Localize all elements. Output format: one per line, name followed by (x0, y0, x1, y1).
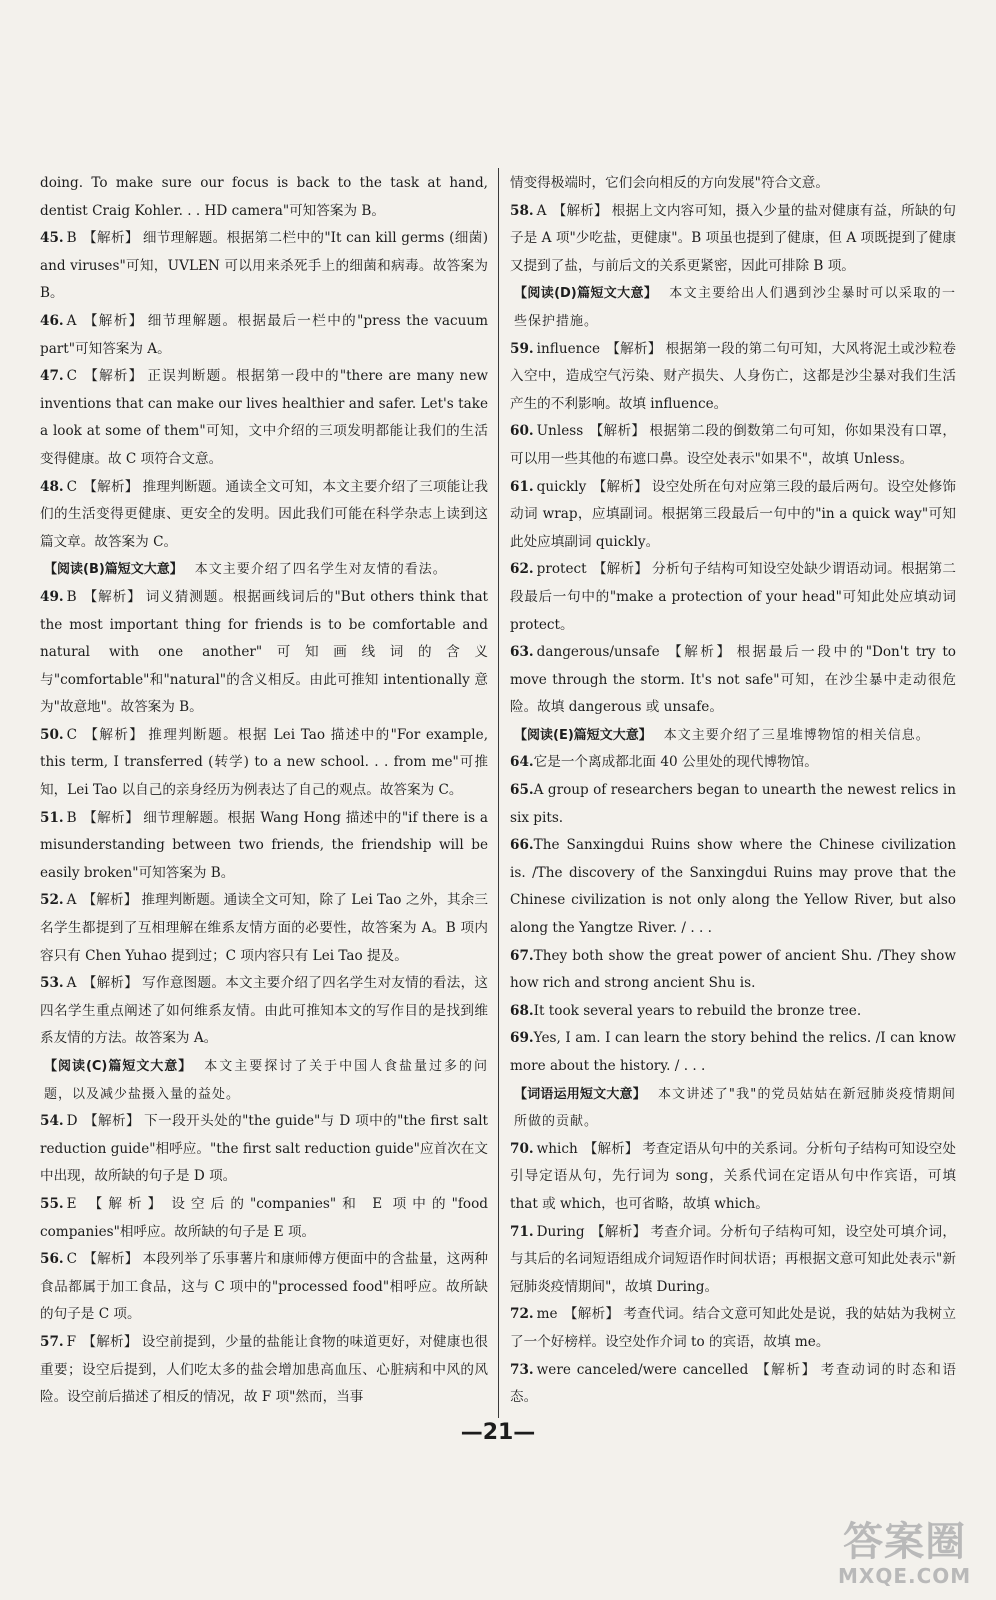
analysis-tag: 【解析】 (82, 809, 140, 826)
answer-value: A (66, 975, 77, 992)
answer-item (40, 584, 488, 722)
question-number: 73. (510, 1361, 534, 1378)
answer-item (40, 887, 488, 970)
answer-value: influence (536, 340, 601, 357)
question-number: 49. (40, 588, 64, 605)
answer-item (510, 336, 956, 419)
continued-text: 情变得极端时，它们会向相反的方向发展"符合文意。 (510, 175, 829, 191)
answer-item (40, 1108, 488, 1191)
section-title: 【阅读(D)篇短文大意】 (514, 286, 658, 302)
question-number: 71. (510, 1223, 534, 1240)
answer-value: A (66, 312, 77, 329)
analysis-text: 细节理解题。根据 Wang Hong 描述中的"if there is a misunderstanding between two friends, the friendship will be easily broken"可知答案为 B。 (40, 809, 488, 881)
analysis-text: 细节理解题。根据第二栏中的"It can kill germs (细菌) and viruses"可知，UVLEN 可以用来杀死手上的细菌和病毒。故答案为 B。 (40, 230, 488, 302)
answer-value: dangerous/unsafe (536, 644, 660, 661)
answer-item (510, 556, 956, 639)
analysis-tag: 【解析】 (82, 1333, 138, 1350)
analysis-tag: 【解析】 (82, 312, 144, 329)
analysis-text: 推理判断题。根据 Lei Tao 描述中的"For example, this term, I transferred (转学) to a new school. . . from me"可推知，Lei Tao 以自己的亲身经历为例表达了自己的观点。故答案为 C。 (40, 726, 489, 799)
answer-value: which (536, 1140, 578, 1157)
analysis-tag: 【解析】 (589, 423, 646, 440)
answer-item (510, 777, 956, 832)
question-number: 63. (510, 644, 534, 661)
analysis-text: 它是一个离成都北面 40 公里处的现代博物馆。 (533, 754, 818, 771)
question-number: 59. (510, 340, 534, 357)
analysis-tag: 【解析】 (83, 1251, 139, 1268)
analysis-tag: 【解析】 (592, 561, 649, 578)
answer-item (40, 805, 488, 888)
section-description: 本文主要给出人们遇到沙尘暴时可以采取的一些保护措施。 (514, 286, 956, 329)
analysis-text: 细节理解题。根据最后一栏中的"press the vacuum part"可知答案为 A。 (40, 312, 488, 357)
analysis-tag: 【解析】 (83, 1113, 141, 1130)
analysis-text: Yes, I am. I can learn the story behind the relics. /I can know more about the history. / . . . (510, 1030, 956, 1074)
answer-item (40, 225, 488, 308)
analysis-text: 考查介词。分析句子结构可知，设空处可填介词，与其后的名词短语组成介词短语作时间状语；再根据文意可知此处表示"新冠肺炎疫情期间"，故填 During。 (510, 1223, 957, 1295)
answer-item (510, 474, 956, 557)
analysis-tag: 【解析】 (83, 368, 144, 385)
section-title: 【阅读(B)篇短文大意】 (44, 562, 183, 578)
answer-item (510, 1136, 956, 1219)
answer-value: C (66, 368, 78, 385)
analysis-text: It took several years to rebuild the bronze tree. (533, 1002, 862, 1019)
section-description: 本文主要探讨了关于中国人食盐量过多的问题，以及减少盐摄入量的益处。 (44, 1059, 488, 1102)
left-column (40, 170, 488, 1412)
answer-value: protect (536, 561, 587, 578)
question-number: 48. (40, 478, 64, 495)
question-number: 55. (40, 1195, 64, 1212)
section-description: 本文讲述了"我"的党员姑姑在新冠肺炎疫情期间所做的贡献。 (514, 1086, 956, 1130)
question-number: 69. (510, 1030, 534, 1047)
analysis-text: They both show the great power of ancient Shu. /They show how rich and strong ancient Shu is. (510, 947, 956, 992)
section-summary (510, 280, 956, 335)
question-number: 46. (40, 312, 64, 329)
section-title: 【词语运用短文大意】 (514, 1086, 646, 1102)
answer-item (510, 198, 956, 281)
answer-item (40, 970, 488, 1053)
question-number: 53. (40, 975, 64, 992)
answer-item (510, 832, 956, 942)
answer-item (40, 1191, 488, 1246)
analysis-text: 考查定语从句中的关系词。分析句子结构可知设空处引导定语从句，先行词为 song，关系代词在定语从句中作宾语，可填 that 或 which，也可省略，故填 which。 (510, 1140, 957, 1212)
question-number: 56. (40, 1251, 64, 1268)
question-number: 47. (40, 368, 64, 385)
question-number: 67. (510, 947, 534, 964)
analysis-text: 根据第一段的第二句可知，大风将泥土或沙粒卷入空中，造成空气污染、财产损失、人身伤亡，这都是沙尘暴对我们生活产生的不利影响。故填 influence。 (510, 340, 957, 412)
analysis-tag: 【解析】 (563, 1306, 620, 1323)
section-summary (510, 722, 956, 750)
answer-item (510, 998, 956, 1026)
answer-item (40, 363, 488, 473)
question-number: 50. (40, 726, 64, 743)
answer-value: C (66, 1251, 78, 1268)
section-title: 【阅读(E)篇短文大意】 (514, 727, 652, 743)
analysis-tag: 【解析】 (82, 588, 142, 605)
section-description: 本文主要介绍了四名学生对友情的看法。 (194, 562, 447, 578)
answer-value: A (66, 892, 77, 909)
analysis-text: 考查动词的时态和语态。 (510, 1361, 957, 1406)
analysis-tag: 【解析】 (82, 230, 139, 247)
section-summary (510, 1081, 956, 1136)
analysis-tag: 【解析】 (754, 1361, 817, 1378)
answer-value: D (66, 1113, 78, 1130)
question-number: 52. (40, 892, 64, 909)
right-column (510, 170, 956, 1412)
answer-value: were canceled/were cancelled (536, 1361, 749, 1378)
answer-value: A (536, 202, 547, 219)
continued-text: doing. To make sure our focus is back to the task at hand, dentist Craig Kohler. . . HD camera"可知答案为 B。 (40, 175, 488, 219)
analysis-text: 本段列举了乐事薯片和康师傅方便面中的含盐量，这两种食品都属于加工食品，这与 C 项中的"processed food"相呼应。故所缺的句子是 C 项。 (40, 1251, 489, 1323)
answer-value: C (66, 478, 78, 495)
analysis-text: 设空前提到，少量的盐能让食物的味道更好，对健康也很重要；设空后提到，人们吃太多的盐会增加患高血压、心脏病和中风的风险。设空前后描述了相反的情况，故 F 项"然而，当事 (40, 1333, 489, 1406)
analysis-text: The Sanxingdui Ruins show where the Chinese civilization is. /The discovery of the Sanxingdui Ruins may prove that the Chinese civilization is not only along the Yellow River, but also along the Yangtze River. / . . . (510, 837, 956, 937)
answer-item (40, 1246, 488, 1329)
analysis-text: 推理判断题。通读全文可知，本文主要介绍了三项能让我们的生活变得更健康、更安全的发明。因此我们可能在科学杂志上读到这篇文章。故答案为 C。 (40, 478, 489, 550)
page-number: —21— (460, 1420, 536, 1445)
question-number: 54. (40, 1113, 64, 1130)
answer-item (40, 308, 488, 363)
question-number: 70. (510, 1140, 534, 1157)
answer-item (510, 418, 956, 473)
answer-item (40, 722, 488, 805)
analysis-tag: 【解析】 (82, 975, 139, 992)
section-summary (40, 1053, 488, 1108)
answer-item (510, 1025, 956, 1080)
question-number: 72. (510, 1306, 534, 1323)
question-number: 58. (510, 202, 534, 219)
watermark-logo (838, 1520, 971, 1588)
section-description: 本文主要介绍了三星堆博物馆的相关信息。 (663, 727, 930, 743)
answer-item (510, 749, 956, 777)
analysis-tag: 【解析】 (590, 1223, 647, 1240)
question-number: 68. (510, 1002, 534, 1019)
answer-value: During (536, 1223, 585, 1240)
column-divider (498, 168, 499, 1418)
analysis-tag: 【解析】 (82, 1195, 168, 1212)
answer-item (40, 474, 488, 557)
analysis-tag: 【解析】 (83, 726, 145, 743)
question-number: 62. (510, 561, 534, 578)
question-number: 66. (510, 837, 534, 854)
answer-value: F (66, 1333, 77, 1350)
analysis-text: 推理判断题。通读全文可知，除了 Lei Tao 之外，其余三名学生都提到了互相理解在维系友情方面的必要性，故答案为 A。B 项内容只有 Chen Yuhao 提到过；C 项内容只有 Lei Tao 提及。 (40, 892, 489, 964)
analysis-text: A group of researchers began to unearth the newest relics in six pits. (510, 782, 956, 826)
question-number: 45. (40, 230, 64, 247)
question-number: 57. (40, 1333, 64, 1350)
answer-item (510, 639, 956, 722)
question-number: 61. (510, 478, 534, 495)
analysis-text: 正误判断题。根据第一段中的"there are many new inventions that can make our lives healthier and safer. Let's take a look at some of them"可知，文中介绍的三项发明都能让我们的生活变得健康。故 C 项符合文意。 (40, 368, 488, 467)
analysis-tag: 【解析】 (83, 478, 139, 495)
question-number: 65. (510, 782, 534, 799)
analysis-tag: 【解析】 (606, 340, 662, 357)
answer-item (510, 943, 956, 998)
answer-item (510, 1219, 956, 1302)
analysis-text: 考查代词。结合文意可知此处是说，我的姑姑为我树立了一个好榜样。设空处作介词 to 的宾语，故填 me。 (510, 1306, 956, 1350)
answer-value: B (66, 588, 77, 605)
analysis-text: 根据最后一段中的"Don't try to move through the storm. It's not safe"可知，在沙尘暴中走动很危险。故填 dangerous 或 unsafe。 (510, 644, 956, 716)
analysis-text: 写作意图题。本文主要介绍了四名学生对友情的看法，这四名学生重点阐述了如何维系友情。由此可推知本文的写作目的是找到维系友情的方法。故答案为 A。 (40, 975, 489, 1047)
answer-value: B (66, 230, 77, 247)
answer-value: B (66, 809, 77, 826)
analysis-text: 下一段开头处的"the guide"与 D 项中的"the first salt reduction guide"相呼应。"the first salt reduction guide"应首次在文中出现，故所缺的句子是 D 项。 (40, 1113, 489, 1185)
answer-item (510, 1301, 956, 1356)
answer-item (40, 1329, 488, 1412)
analysis-text: 根据第二段的倒数第二句可知，你如果没有口罩，可以用一些其他的布遮口鼻。设空处表示"如果不"，故填 Unless。 (510, 423, 956, 467)
analysis-tag: 【解析】 (592, 478, 648, 495)
analysis-tag: 【解析】 (583, 1140, 639, 1157)
answer-value: quickly (536, 478, 587, 495)
analysis-text: 设空处所在句对应第三段的最后两句。设空处修饰动词 wrap，应填副词。根据第三段最后一句中的"in a quick way"可知此处应填副词 quickly。 (510, 478, 957, 550)
answer-item (510, 1357, 956, 1412)
answer-value: Unless (536, 423, 584, 440)
section-summary (40, 556, 488, 584)
analysis-text: 词义猜测题。根据画线词后的"But others think that the most important thing for friends is to be comfortable and natural with one another"可知画线词的含义与"comfortable"和"natural"的含义相反。由此可推知 intentionally 意为"故意地"。故答案为 B。 (40, 588, 489, 716)
question-number: 64. (510, 754, 534, 771)
answer-value: E (66, 1195, 77, 1212)
analysis-tag: 【解析】 (665, 644, 733, 661)
analysis-tag: 【解析】 (82, 892, 138, 909)
analysis-text: 设空后的"companies"和 E 项中的"food companies"相呼应。故所缺的句子是 E 项。 (40, 1195, 488, 1240)
answer-value: C (66, 726, 78, 743)
watermark-url: MXQE.COM (838, 1564, 972, 1588)
analysis-text: 分析句子结构可知设空处缺少谓语动词。根据第二段最后一句中的"make a protection of your head"可知此处应填动词 protect。 (510, 561, 957, 633)
watermark-seal: 答案圈 (843, 1519, 967, 1565)
question-number: 60. (510, 423, 534, 440)
answer-value: me (536, 1306, 558, 1323)
section-title: 【阅读(C)篇短文大意】 (44, 1059, 193, 1074)
question-number: 51. (40, 809, 64, 826)
analysis-text: 根据上文内容可知，摄入少量的盐对健康有益，所缺的句子是 A 项"少吃盐，更健康"。B 项虽也提到了健康，但 A 项既提到了健康又提到了盐，与前后文的关系更紧密，因此可排除 B 项。 (510, 202, 957, 274)
analysis-tag: 【解析】 (552, 202, 608, 219)
